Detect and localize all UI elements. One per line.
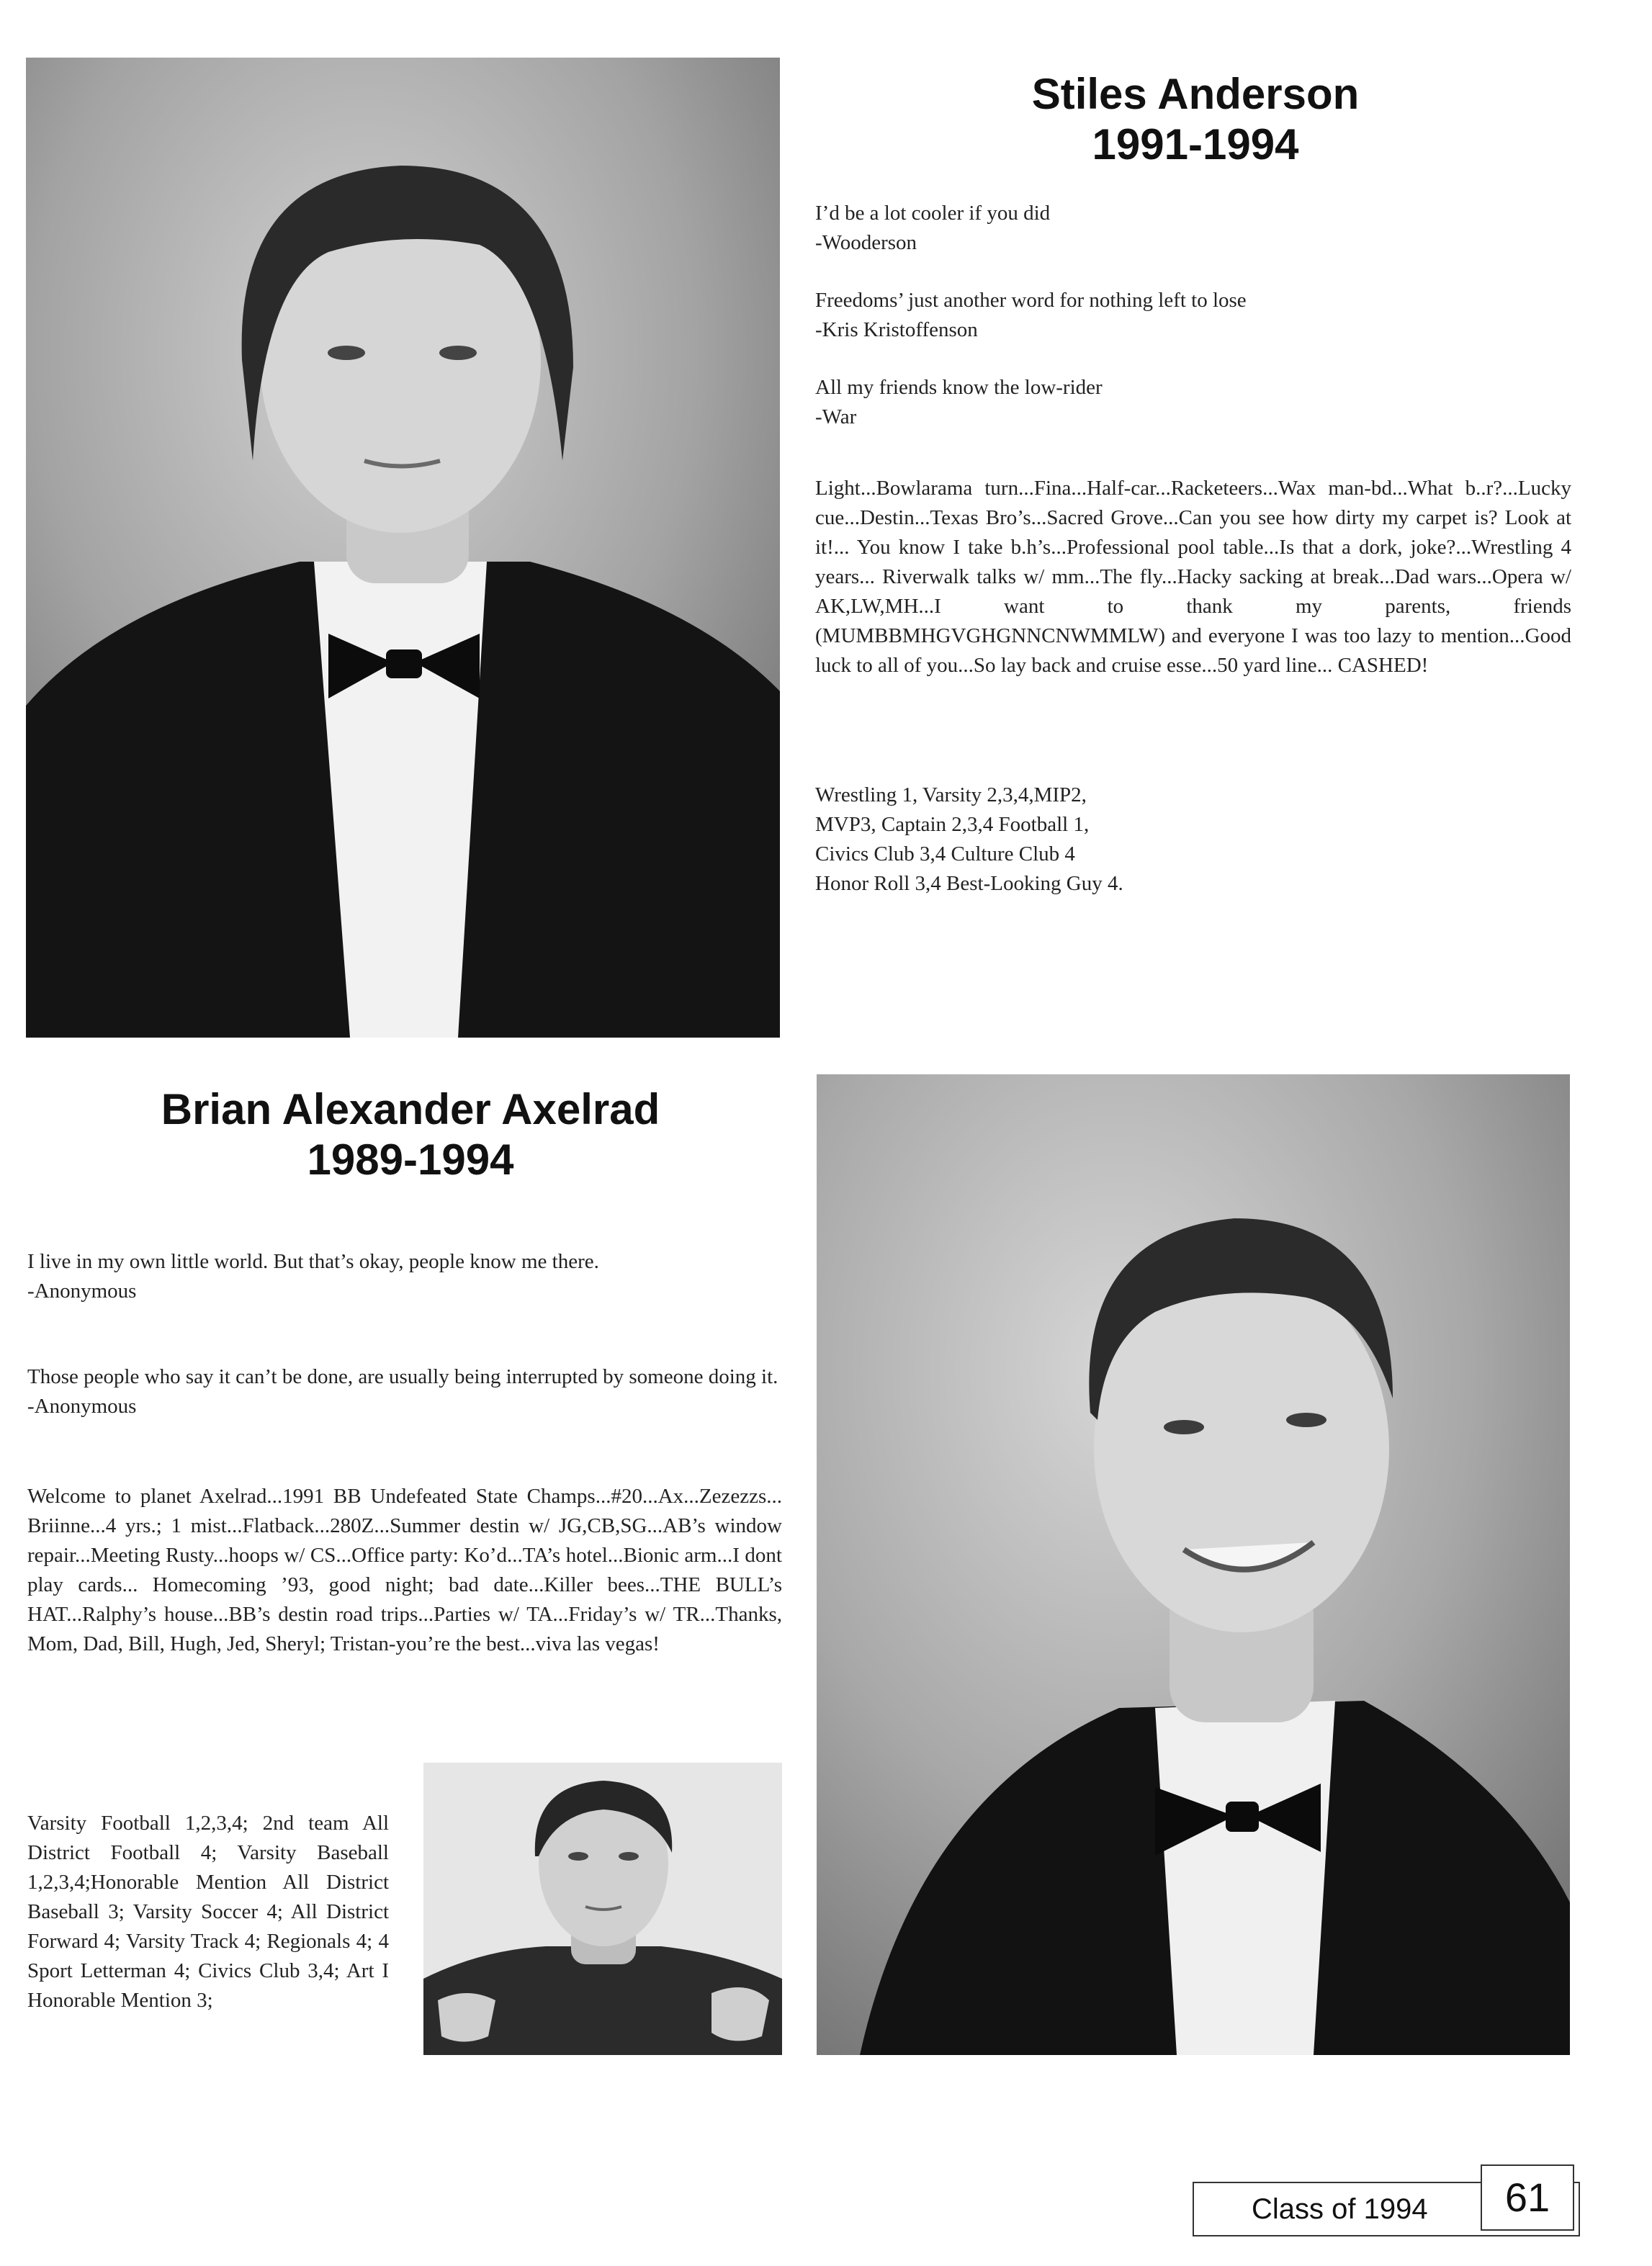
football-photo [423, 1763, 782, 2055]
student-years: 1991-1994 [1092, 120, 1299, 168]
quote-author: -War [815, 405, 857, 428]
quote-text: Freedoms’ just another word for nothing left to lose [815, 289, 1247, 312]
student-memories [27, 1482, 782, 1659]
page-number: 61 [1481, 2164, 1574, 2231]
quote-author: -Anonymous [27, 1280, 137, 1303]
memories-text: Welcome to planet Axelrad...1991 BB Undefeated State Champs...#20...Ax...Zezezzs... Briinne...4 yrs.; 1 mist...Flatback...280Z...Summer destin w/ JG,CB,SG...AB’s window repair...Meeting Rusty...hoops w/ CS...Office party: Ko’d...TA’s hotel...Bionic arm...I dont play cards... Homecoming ’93, good night; bad date...Killer bees...THE BULL’s HAT...Ralphy’s house...BB’s destin road trips...Parties w/ TA...Friday’s w/ TR...Thanks, Mom, Dad, Bill, Hugh, Jed, Sheryl; Tristan-you’re the best...viva las vegas! [27, 1485, 782, 1655]
footer-class-label: Class of 1994 [1252, 2193, 1428, 2225]
quote-text: All my friends know the low-rider [815, 376, 1103, 399]
quote-text: Those people who say it can’t be done, are usually being interrupted by someone doing it. -Anonymous [27, 1365, 778, 1418]
student-name-heading [958, 69, 1433, 170]
memories-text: Light...Bowlarama turn...Fina...Half-car...Racketeers...Wax man-bd...What b..r?...Lucky cue...Destin...Texas Bro’s...Sacred Grove...Can you see how dirty my carpet is? Look at it!... You know I take b.h’s...Professional pool table...Is that a dork, joke?...Wrestling 4 years... Riverwalk talks w/ mm...The fly...Hacky sacking at break...Dad wars...Opera w/ AK,LW,MH...I want to thank my parents, friends (MUMBBMHGVGHGNNCNWMMLW) and everyone I was too lazy to mention...Good luck to all of you...So lay back and cruise esse...50 yard line... CASHED! [815, 477, 1571, 677]
student-quote [27, 1247, 784, 1306]
student-years: 1989-1994 [307, 1136, 514, 1184]
student-quote [27, 1362, 784, 1421]
student-activities [815, 781, 1276, 899]
quote-text: I live in my own little world. But that’s okay, people know me there. [27, 1250, 599, 1273]
student-quotes [815, 199, 1579, 432]
student-name: Stiles Anderson [1031, 70, 1360, 118]
student-name: Brian Alexander Axelrad [161, 1085, 660, 1133]
activities-text: Varsity Football 1,2,3,4; 2nd team All District Football 4; Varsity Baseball 1,2,3,4;Honorable Mention All District Baseball 3; Varsity Soccer 4; All District Forward 4; Varsity Track 4; Regionals 4; 4 Sport Letterman 4; Civics Club 3,4; Art I Honorable Mention 3; [27, 1812, 389, 2012]
portrait-photo-stiles-anderson [26, 58, 780, 1038]
student-memories [815, 474, 1571, 680]
portrait-photo-brian-axelrad [817, 1074, 1570, 2055]
student-activities [27, 1809, 389, 2015]
activity-line: Wrestling 1, Varsity 2,3,4,MIP2, [815, 783, 1087, 806]
activity-line: MVP3, Captain 2,3,4 Football 1, [815, 813, 1090, 836]
student-name-heading [130, 1084, 691, 1185]
activity-line: Honor Roll 3,4 Best-Looking Guy 4. [815, 872, 1123, 895]
activity-line: Civics Club 3,4 Culture Club 4 [815, 842, 1075, 866]
quote-author: -Wooderson [815, 231, 917, 254]
quote-text: I’d be a lot cooler if you did [815, 202, 1051, 225]
quote-author: -Kris Kristoffenson [815, 318, 978, 341]
